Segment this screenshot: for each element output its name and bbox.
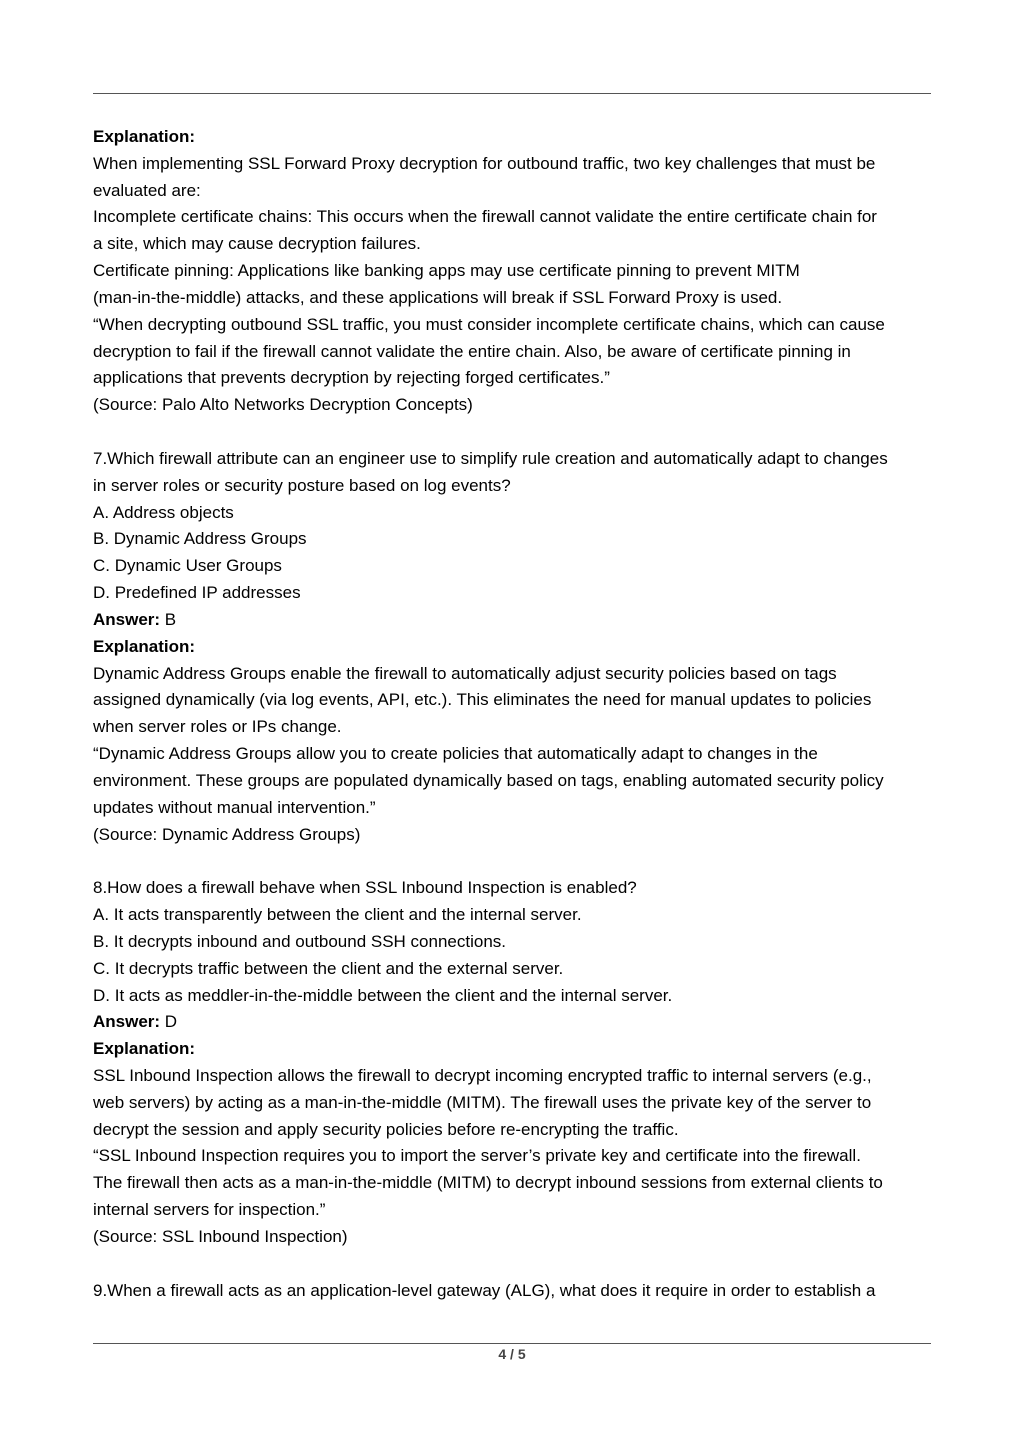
section-line: [93, 124, 943, 151]
line-text: A. It acts transparently between the client and the internal server.: [93, 905, 582, 925]
text-line: [93, 446, 943, 473]
line-text: The firewall then acts as a man-in-the-middle (MITM) to decrypt inbound sessions from external clients to: [93, 1173, 883, 1193]
text-line: [93, 1224, 943, 1251]
line-text: decrypt the session and apply security policies before re-encrypting the traffic.: [93, 1119, 679, 1139]
line-text: applications that prevents decryption by rejecting forged certificates.”: [93, 368, 610, 388]
text-line: [93, 1278, 943, 1305]
text-line: [93, 1170, 943, 1197]
line-text: SSL Inbound Inspection allows the firewall to decrypt incoming encrypted traffic to internal servers (e.g.,: [93, 1065, 872, 1085]
line-text: (man-in-the-middle) attacks, and these applications will break if SSL Forward Proxy is used.: [93, 287, 783, 307]
text-line: [93, 258, 943, 285]
line-text: C. Dynamic User Groups: [93, 556, 282, 576]
line-text: B. It decrypts inbound and outbound SSH connections.: [93, 931, 506, 951]
text-line: [93, 392, 943, 419]
line-text: D. Predefined IP addresses: [93, 583, 301, 603]
section-line: [93, 1036, 943, 1063]
line-text: updates without manual intervention.”: [93, 797, 376, 817]
text-line: [93, 1117, 943, 1144]
bold-label: Explanation:: [93, 636, 196, 656]
line-text: D. It acts as meddler-in-the-middle between the client and the internal server.: [93, 985, 673, 1005]
line-text: B. Dynamic Address Groups: [93, 529, 307, 549]
text-line: [93, 473, 943, 500]
line-text: Incomplete certificate chains: This occurs when the firewall cannot validate the entire certificate chain for: [93, 207, 877, 227]
text-line: [93, 526, 943, 553]
text-line: [93, 580, 943, 607]
text-line: [93, 339, 943, 366]
bold-label: Explanation:: [93, 127, 196, 146]
text-line: [93, 1143, 943, 1170]
line-text: environment. These groups are populated dynamically based on tags, enabling automated security policy: [93, 770, 884, 790]
text-line: [93, 768, 943, 795]
line-text: C. It decrypts traffic between the client and the external server.: [93, 958, 564, 978]
document-body: [93, 124, 943, 1304]
line-text: D: [160, 1012, 178, 1032]
blank-line: [93, 419, 943, 446]
line-text: when server roles or IPs change.: [93, 717, 342, 737]
text-line: [93, 553, 943, 580]
blank-line: [93, 1251, 943, 1278]
text-line: [93, 687, 943, 714]
line-text: B: [160, 609, 177, 629]
line-text: Dynamic Address Groups enable the firewall to automatically adjust security policies based on tags: [93, 663, 837, 683]
text-line: [93, 714, 943, 741]
section-line: [93, 607, 943, 634]
line-text: a site, which may cause decryption failures.: [93, 234, 421, 254]
text-line: [93, 500, 943, 527]
text-line: [93, 875, 943, 902]
line-text: internal servers for inspection.”: [93, 1200, 326, 1220]
bold-label: Answer:: [93, 1012, 161, 1032]
text-line: [93, 983, 943, 1010]
line-text: in server roles or security posture based on log events?: [93, 475, 511, 495]
text-line: [93, 231, 943, 258]
line-text: A. Address objects: [93, 502, 234, 522]
text-line: [93, 822, 943, 849]
text-line: [93, 902, 943, 929]
line-text: “SSL Inbound Inspection requires you to import the server’s private key and certificate into the firewall.: [93, 1146, 861, 1166]
text-line: [93, 1197, 943, 1224]
bold-label: Answer:: [93, 609, 161, 629]
page-number: 4 / 5: [498, 1346, 526, 1362]
text-line: [93, 1090, 943, 1117]
text-line: [93, 365, 943, 392]
line-text: 9.When a firewall acts as an application-level gateway (ALG), what does it require in order to establish a: [93, 1280, 876, 1300]
text-line: [93, 795, 943, 822]
line-text: (Source: Palo Alto Networks Decryption Concepts): [93, 395, 473, 415]
line-text: (Source: SSL Inbound Inspection): [93, 1226, 348, 1246]
text-line: [93, 178, 943, 205]
line-text: (Source: Dynamic Address Groups): [93, 824, 361, 844]
text-line: [93, 741, 943, 768]
text-line: [93, 1063, 943, 1090]
blank-line: [93, 848, 943, 875]
bold-label: Explanation:: [93, 1039, 196, 1059]
footer-divider: [93, 1343, 931, 1344]
section-line: [93, 1009, 943, 1036]
text-line: [93, 956, 943, 983]
line-text: web servers) by acting as a man-in-the-middle (MITM). The firewall uses the private key of the server to: [93, 1092, 872, 1112]
line-text: assigned dynamically (via log events, API, etc.). This eliminates the need for manual updates to policies: [93, 690, 872, 710]
text-line: [93, 661, 943, 688]
line-text: 7.Which firewall attribute can an engineer use to simplify rule creation and automatically adapt to changes: [93, 448, 888, 468]
section-line: [93, 634, 943, 661]
line-text: Certificate pinning: Applications like banking apps may use certificate pinning to prevent MITM: [93, 261, 800, 281]
line-text: evaluated are:: [93, 180, 201, 200]
header-divider: [93, 93, 931, 94]
text-line: [93, 929, 943, 956]
line-text: 8.How does a firewall behave when SSL Inbound Inspection is enabled?: [93, 878, 637, 898]
line-text: When implementing SSL Forward Proxy decryption for outbound traffic, two key challenges that must be: [93, 153, 876, 173]
text-line: [93, 285, 943, 312]
text-line: [93, 312, 943, 339]
line-text: decryption to fail if the firewall cannot validate the entire chain. Also, be aware of certificate pinning in: [93, 341, 851, 361]
line-text: “Dynamic Address Groups allow you to create policies that automatically adapt to changes in the: [93, 744, 818, 764]
line-text: “When decrypting outbound SSL traffic, you must consider incomplete certificate chains, which can cause: [93, 314, 885, 334]
text-line: [93, 151, 943, 178]
text-line: [93, 204, 943, 231]
